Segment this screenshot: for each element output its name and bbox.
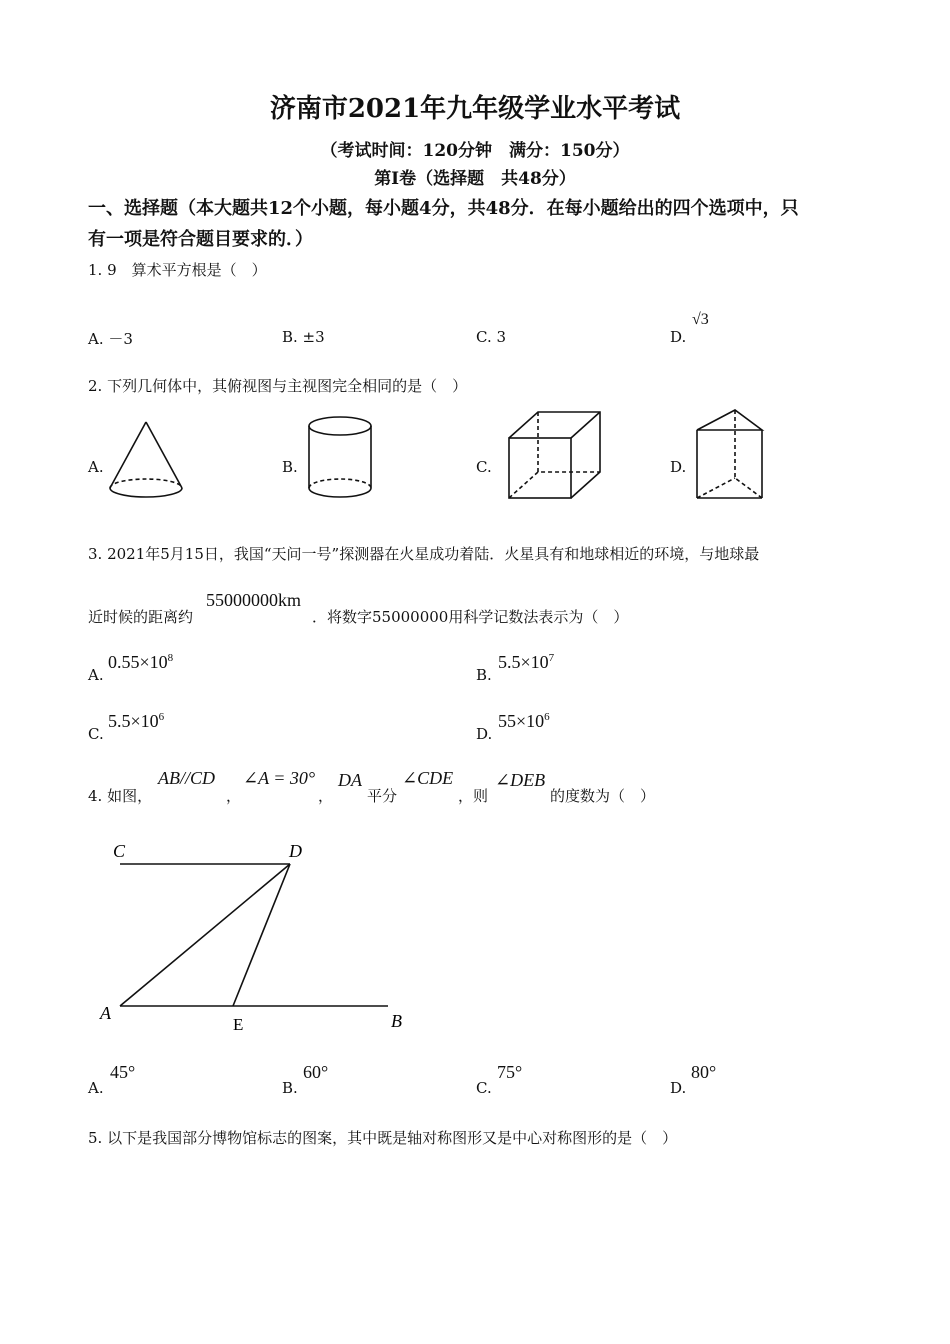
q4-option-b-label: B. <box>282 1079 298 1097</box>
q3-option-c-label: C. <box>88 725 104 743</box>
q4-option-a-value: 45° <box>110 1062 136 1082</box>
q3-distance: 55000000km <box>206 590 302 610</box>
q3-option-c-value: $5.5\times 10^6$ <box>108 711 165 731</box>
exam-info: （考试时间：120分钟 满分：150分） <box>320 141 630 161</box>
point-label-b: B <box>391 1011 402 1031</box>
q1-option-c: C. 3 <box>476 328 507 346</box>
point-label-c: C <box>113 841 126 861</box>
q4-option-c-label: C. <box>476 1079 492 1097</box>
q3-line2-suffix: ．将数字55000000用科学记数法表示为（ ） <box>312 608 629 626</box>
q1-stem: 1. 9 算术平方根是（ ） <box>88 261 267 279</box>
q4-option-c-value: 75° <box>497 1062 523 1082</box>
q4-math-angle-cde: ∠CDE <box>402 768 454 788</box>
q3-option-b-value: $5.5\times 10^7$ <box>498 652 555 672</box>
q4-math-angle-deb: ∠DEB <box>495 770 546 790</box>
q4-option-d-label: D. <box>670 1079 687 1097</box>
q3-option-b-label: B. <box>476 666 492 684</box>
line-ed <box>233 864 290 1006</box>
q3-option-d-value: $55\times 10^6$ <box>498 711 550 731</box>
q3-option-a-label: A. <box>88 666 104 684</box>
q4-comma1: ， <box>226 787 242 805</box>
exam-title: 济南市2021年九年级学业水平考试 <box>269 94 681 124</box>
q5-stem: 5. 以下是我国部分博物馆标志的图案，其中既是轴对称图形又是中心对称图形的是（ ） <box>88 1129 678 1147</box>
section-heading-line1: 一、选择题（本大题共12个小题，每小题4分，共48分．在每小题给出的四个选项中，只 <box>88 198 799 219</box>
point-label-e: E <box>233 1015 244 1034</box>
q2-option-a: A. <box>88 458 104 476</box>
q4-option-d-value: 80° <box>691 1062 717 1082</box>
q4-comma2: ， <box>318 787 334 805</box>
q1-option-d-math: √3 <box>692 311 709 328</box>
q4-math-angle-a: ∠A = 30° <box>243 768 316 788</box>
section-heading-line2: 有一项是符合题目要求的．） <box>88 229 313 250</box>
q1-option-a: A. －3 <box>88 330 133 348</box>
q2-option-d: D. <box>670 458 687 476</box>
q1-option-d: D. <box>670 328 687 346</box>
part-title: 第Ⅰ卷（选择题 共48分） <box>374 169 576 189</box>
point-label-d: D <box>289 841 302 861</box>
q4-option-b-value: 60° <box>303 1062 329 1082</box>
q4-math-parallel: AB//CD <box>158 768 215 788</box>
q3-option-d-label: D. <box>476 725 493 743</box>
line-ad <box>120 864 290 1006</box>
q3-line2-prefix: 近时候的距离约 <box>88 608 194 626</box>
q4-math-da: DA <box>338 770 362 790</box>
q4-bisect-word: 平分 <box>367 787 398 805</box>
q2-option-c: C. <box>476 458 492 476</box>
q4-prefix: 4. 如图， <box>88 787 153 805</box>
q1-option-b: B. ±3 <box>282 328 325 346</box>
point-label-a: A <box>100 1003 111 1023</box>
q4-suffix: 的度数为（ ） <box>550 787 656 805</box>
q3-line1: 3. 2021年5月15日，我国“天问一号”探测器在火星成功着陆．火星具有和地球相近的环境，与地球最 <box>88 545 760 563</box>
q2-option-b: B. <box>282 458 298 476</box>
q4-option-a-label: A. <box>88 1079 104 1097</box>
q3-option-a-value: $0.55\times 10^8$ <box>108 652 174 672</box>
q2-stem: 2. 下列几何体中，其俯视图与主视图完全相同的是（ ） <box>88 377 468 395</box>
q4-then: ，则 <box>458 787 489 805</box>
